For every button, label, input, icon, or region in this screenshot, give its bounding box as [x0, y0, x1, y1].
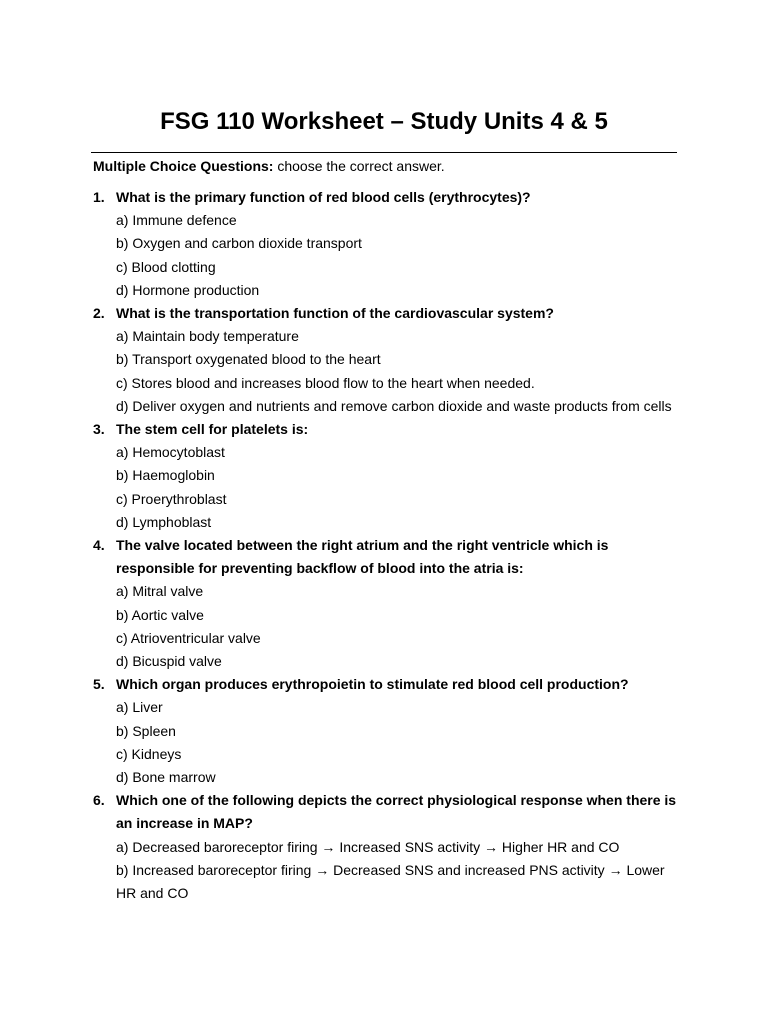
- question-number: 5.: [93, 676, 105, 693]
- page-title: FSG 110 Worksheet – Study Units 4 & 5: [160, 108, 608, 135]
- option-d: d) Bicuspid valve: [116, 653, 222, 670]
- option-a: a) Decreased baroreceptor firing → Increased SNS activity → Higher HR and CO: [116, 838, 620, 855]
- option-c: c) Atrioventricular valve: [116, 629, 261, 646]
- option-b: b) Transport oxygenated blood to the heart: [116, 351, 381, 368]
- question-1: [93, 186, 683, 302]
- question-2: [93, 302, 683, 418]
- instructions-lead: Multiple Choice Questions:: [93, 158, 274, 174]
- option-c: c) Kidneys: [116, 745, 182, 762]
- option-d: d) Hormone production: [116, 281, 260, 298]
- question-number: 4.: [93, 537, 105, 554]
- option-b: b) Oxygen and carbon dioxide transport: [116, 235, 362, 252]
- question-number: 2.: [93, 305, 105, 322]
- option-a: a) Hemocytoblast: [116, 444, 225, 461]
- question-3: [93, 418, 683, 534]
- title-divider: [91, 152, 677, 153]
- question-number: 6.: [93, 792, 105, 809]
- option-b: b) Haemoglobin: [116, 467, 215, 484]
- question-text: Which organ produces erythropoietin to stimulate red blood cell production?: [116, 676, 629, 693]
- option-b: b) Aortic valve: [116, 606, 204, 623]
- option-d: d) Deliver oxygen and nutrients and remove carbon dioxide and waste products from cells: [116, 397, 672, 414]
- question-text: The valve located between the right atrium and the right ventricle which is responsible for preventing backflow of blood into the atria is:: [116, 537, 609, 577]
- question-number: 1.: [93, 189, 105, 205]
- question-text: What is the primary function of red blood cells (erythrocytes)?: [116, 189, 531, 205]
- question-number: 3.: [93, 421, 105, 438]
- option-c: c) Blood clotting: [116, 258, 216, 275]
- instructions-text: choose the correct answer.: [273, 158, 445, 174]
- question-4: [93, 534, 683, 673]
- question-text: What is the transportation function of the cardiovascular system?: [116, 305, 554, 322]
- option-a: a) Mitral valve: [116, 583, 204, 600]
- option-b: b) Increased baroreceptor firing → Decreased SNS and increased PNS activity → Lower HR and CO: [116, 861, 665, 902]
- question-list: [93, 186, 683, 905]
- question-5: [93, 673, 683, 789]
- option-a: a) Immune defence: [116, 212, 237, 229]
- question-text: The stem cell for platelets is:: [116, 421, 309, 438]
- question-text: Which one of the following depicts the correct physiological response when there is an increase in MAP?: [116, 792, 677, 832]
- option-d: d) Bone marrow: [116, 769, 216, 786]
- option-a: a) Liver: [116, 699, 163, 716]
- instructions: [93, 155, 445, 178]
- option-d: d) Lymphoblast: [116, 513, 212, 530]
- option-c: c) Stores blood and increases blood flow to the heart when needed.: [116, 374, 535, 391]
- option-b: b) Spleen: [116, 722, 176, 739]
- question-6: [93, 789, 683, 905]
- option-c: c) Proerythroblast: [116, 490, 227, 507]
- option-a: a) Maintain body temperature: [116, 328, 299, 345]
